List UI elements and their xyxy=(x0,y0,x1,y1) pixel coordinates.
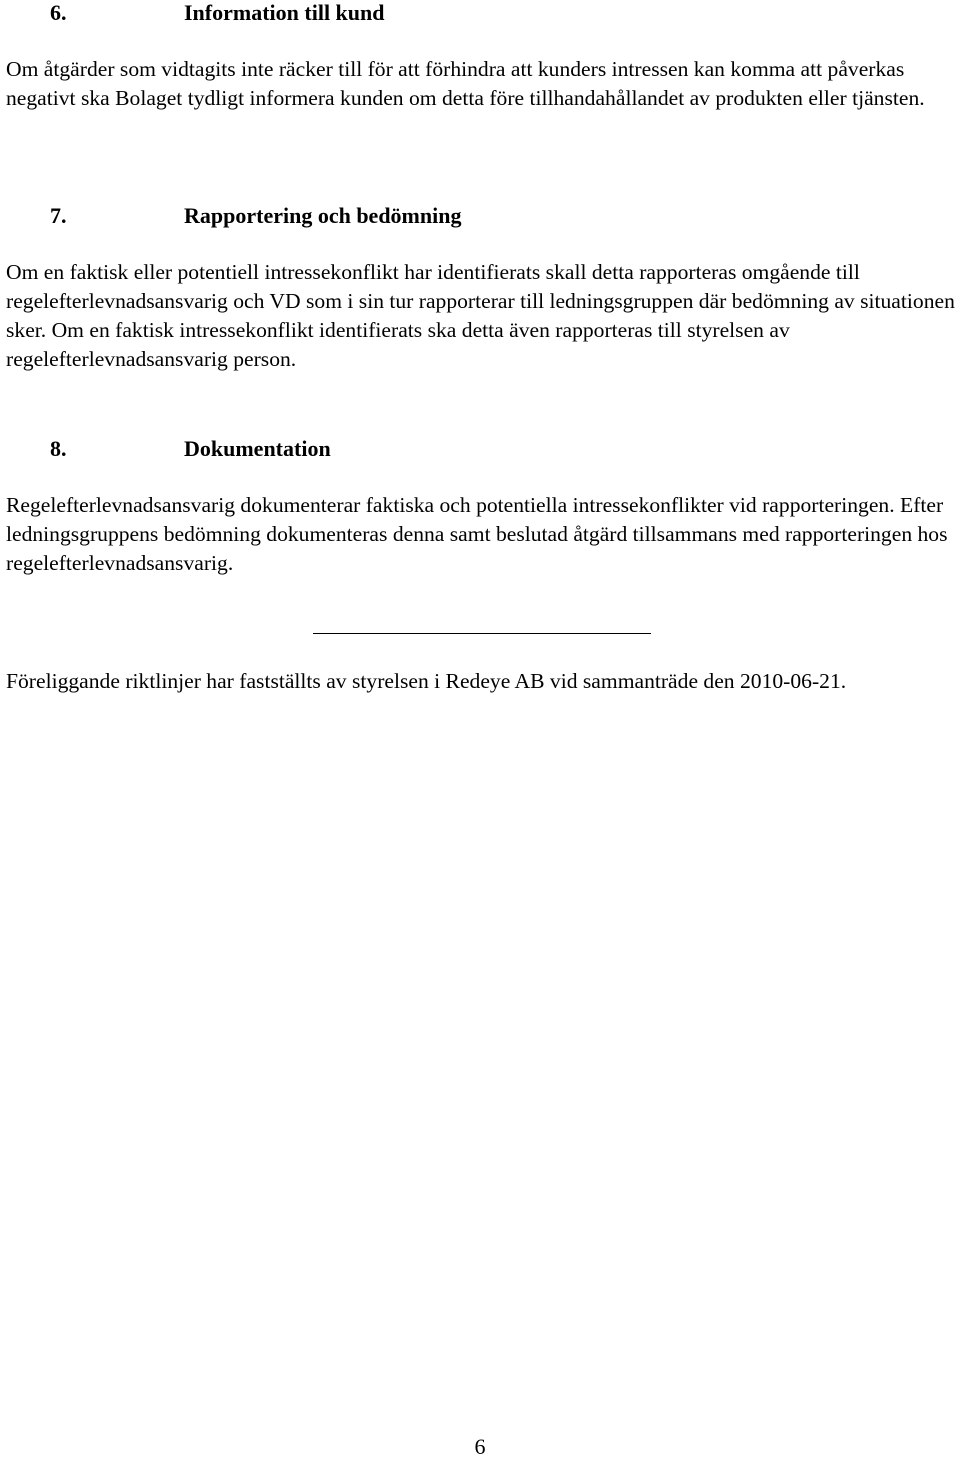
section-title: Information till kund xyxy=(184,0,385,25)
section-title: Dokumentation xyxy=(184,436,331,461)
section-number: 6. xyxy=(50,0,67,25)
section-body-7: Om en faktisk eller potentiell intressekonflikt har identifierats skall detta rapporteras omgående till regelefterlevnadsansvarig och VD som i sin tur rapporterar till ledningsgruppen där bedömning av situationen sker. Om en faktisk intressekonflikt identifierats ska detta även rapporteras till styrelsen av regelefterlevnadsansvarig person. xyxy=(6,260,955,371)
section-title: Rapportering och bedömning xyxy=(184,203,462,228)
closing-statement: Föreliggande riktlinjer har fastställts av styrelsen i Redeye AB vid sammanträde den 2010-06-21. xyxy=(6,669,847,693)
section-body-6: Om åtgärder som vidtagits inte räcker till för att förhindra att kunders intressen kan komma att påverkas negativt ska Bolaget tydligt informera kunden om detta före tillhandahållandet av produkten eller tjänsten. xyxy=(6,57,925,110)
page-number: 6 xyxy=(474,1434,486,1459)
section-body-8: Regelefterlevnadsansvarig dokumenterar faktiska och potentiella intressekonflikter vid rapporteringen. Efter ledningsgruppens bedömning dokumenteras denna samt beslutad åtgärd tillsammans med rapporteringen hos regelefterlevnadsansvarig. xyxy=(6,493,948,575)
section-number: 7. xyxy=(50,203,67,228)
divider-rule xyxy=(313,633,651,634)
section-number: 8. xyxy=(50,436,67,461)
